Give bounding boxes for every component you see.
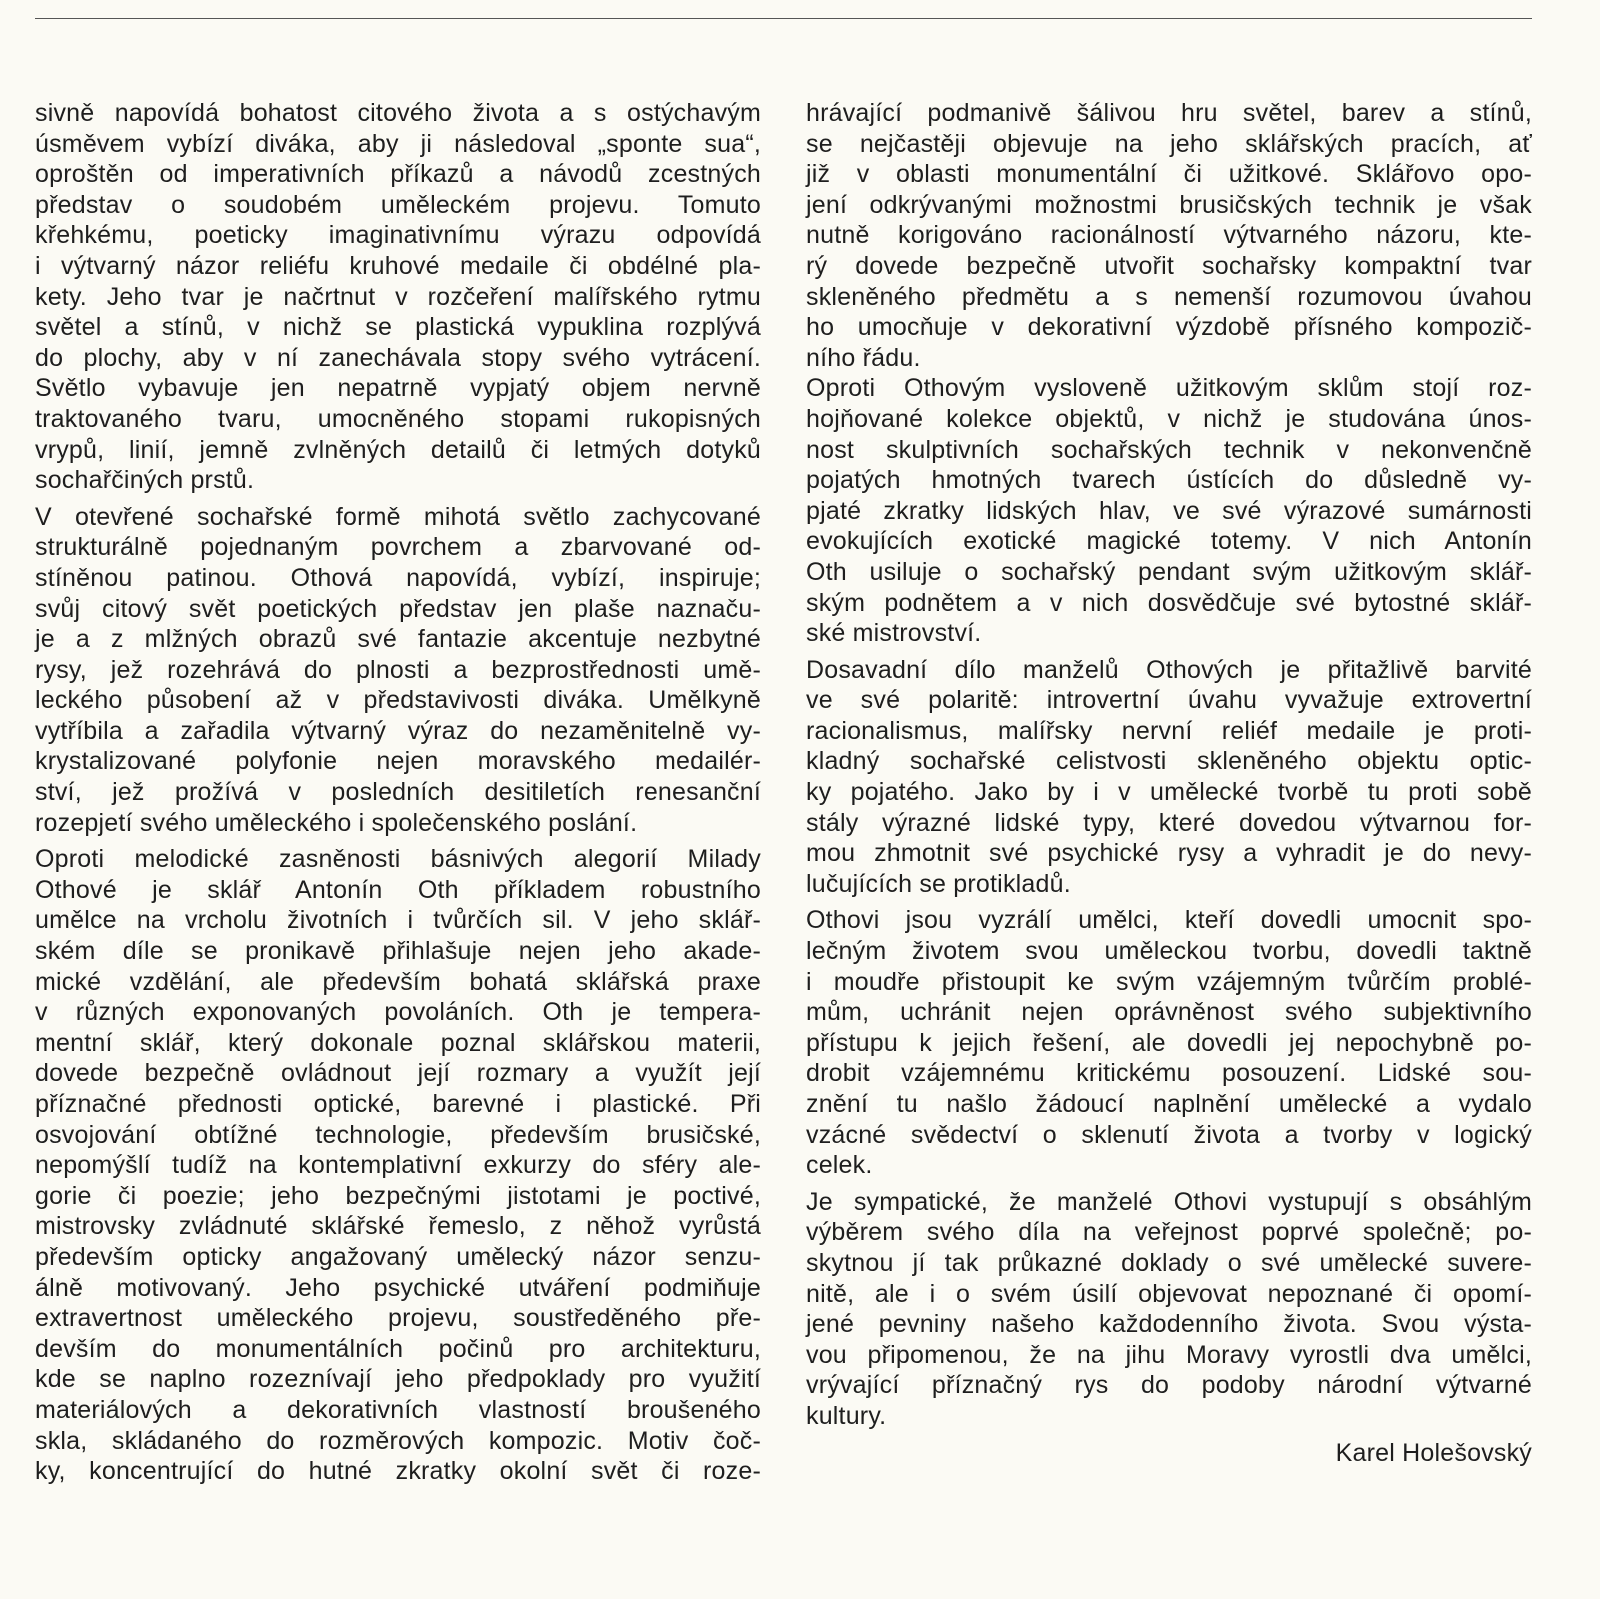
text-line: představ o soudobém uměleckém projevu. Tomuto <box>35 190 761 219</box>
text-line: umělce na vrcholu životních i tvůrčích sil. V jeho sklář- <box>35 906 761 935</box>
text-line: ským podnětem a v nich dosvědčuje své bytostné sklář- <box>806 588 1532 617</box>
text-line: Dosavadní dílo manželů Othových je přitažlivě barvité <box>806 655 1532 684</box>
paragraph <box>806 655 1532 900</box>
text-line: se nejčastěji objevuje na jeho sklářských pracích, ať <box>806 129 1532 158</box>
text-line: kde se naplno rozeznívají jeho předpoklady pro využití <box>35 1365 761 1394</box>
text-line: hrávající podmanivě šálivou hru světel, barev a stínů, <box>806 99 1532 127</box>
text-line: álně motivovaný. Jeho psychické utváření podmiňuje <box>35 1273 761 1302</box>
right-paragraphs <box>806 98 1532 1432</box>
paragraph <box>35 98 761 496</box>
text-line: skytnou jí tak průkazné doklady o své umělecké suvere- <box>806 1248 1532 1277</box>
text-line: stály výrazné lidské typy, které dovedou výtvarnou for- <box>806 808 1532 837</box>
text-line: mou zhmotnit své psychické rysy a vyhradit je do nevy- <box>806 839 1532 868</box>
text-line: drobit vzájemnému kritickému posouzení. Lidské sou- <box>806 1059 1532 1088</box>
text-line: vytříbila a zařadila výtvarný výraz do nezaměnitelně vy- <box>35 716 761 745</box>
text-line: nutně korigováno racionálností výtvarného názoru, kte- <box>806 221 1532 250</box>
text-line: mům, uchránit nejen oprávněnost svého subjektivního <box>806 998 1532 1027</box>
text-line: Oproti melodické zasněnosti básnivých alegorií Milady <box>35 845 761 874</box>
text-line: Othové je sklář Antonín Oth příkladem robustního <box>35 875 761 904</box>
text-line: stíněnou patinou. Othová napovídá, vybízí, inspiruje; <box>35 563 761 592</box>
text-line: celek. <box>806 1151 873 1180</box>
text-line: úsměvem vybízí diváka, aby ji následoval „sponte sua“, <box>35 129 761 158</box>
text-line: lečným životem svou uměleckou tvorbu, dovedli taktně <box>806 937 1532 966</box>
text-line: racionalismus, malířsky nervní reliéf medaile je proti- <box>806 716 1532 745</box>
text-line: Světlo vybavuje jen nepatrně vypjatý objem nervně <box>35 374 761 403</box>
text-line: kety. Jeho tvar je načrtnut v rozčeření malířského rytmu <box>35 282 761 311</box>
text-line: sochařčiných prstů. <box>35 466 255 495</box>
text-line: krystalizované polyfonie nejen moravského medailér- <box>35 747 761 776</box>
top-rule <box>35 18 1532 19</box>
text-line: rysy, jež rozehrává do plnosti a bezprostřednosti umě- <box>35 655 761 684</box>
text-line: lučujících se protikladů. <box>806 869 1071 898</box>
paragraph <box>806 905 1532 1180</box>
text-line: oproštěn od imperativních příkazů a návodů zcestných <box>35 160 761 189</box>
text-line: jení odkrývanými možnostmi brusičských technik je však <box>806 190 1532 219</box>
text-line: již v oblasti monumentální či užitkové. Sklářovo opo- <box>806 160 1532 189</box>
text-line: i moudře přistoupit ke svým vzájemným tvůrčím problé- <box>806 967 1532 996</box>
paragraph <box>806 98 1532 373</box>
author-signature: Karel Holešovský <box>1335 1438 1532 1467</box>
text-line: mické vzdělání, ale především bohatá sklářská praxe <box>35 967 761 996</box>
text-line: vrypů, linií, jemně zvlněných detailů či letmých dotyků <box>35 435 761 464</box>
text-line: leckého působení až v představivosti diváka. Umělkyně <box>35 686 761 715</box>
text-line: kultury. <box>806 1401 887 1430</box>
text-line: nepomýšlí tudíž na kontemplativní exkurzy do sféry ale- <box>35 1151 761 1180</box>
text-line: jené pevniny našeho každodenního života. Svou výsta- <box>806 1310 1532 1339</box>
text-line: ve své polaritě: introvertní úvahu vyvažuje extrovertní <box>806 686 1532 715</box>
text-line: osvojování obtížné technologie, především brusičské, <box>35 1120 761 1149</box>
text-line: ském díle se pronikavě přihlašuje nejen jeho akade- <box>35 937 761 966</box>
text-line: i výtvarný názor reliéfu kruhové medaile či obdélné pla- <box>35 251 761 280</box>
text-line: extravertnost uměleckého projevu, soustředěného pře- <box>35 1304 761 1333</box>
paragraph <box>35 844 761 1486</box>
text-line: svůj citový svět poetických představ jen plaše naznaču- <box>35 594 761 623</box>
text-line: nitě, ale i o svém úsilí objevovat nepoznané či opomí- <box>806 1279 1532 1308</box>
text-line: skleněného předmětu a s nemenší rozumovou úvahou <box>806 282 1532 311</box>
text-line: kladný sochařské celistvosti skleněného objektu optic- <box>806 747 1532 776</box>
text-line: vrývající příznačný rys do podoby národní výtvarné <box>806 1371 1532 1400</box>
text-line: vou připomenou, že na jihu Moravy vyrostli dva umělci, <box>806 1340 1532 1369</box>
left-column <box>35 98 761 1493</box>
text-line: ky pojatého. Jako by i v umělecké tvorbě tu proti sobě <box>806 778 1532 807</box>
text-line: sivně napovídá bohatost citového života a s ostýchavým <box>35 99 761 127</box>
text-line: nost skulptivních sochařských technik v nekonvenčně <box>806 435 1532 464</box>
text-line: vzácné svědectví o sklenutí života a tvorby v logický <box>806 1120 1532 1149</box>
text-line: pojatých hmotných tvarech ústících do důsledně vy- <box>806 466 1532 495</box>
paragraph <box>806 1187 1532 1432</box>
text-line: do plochy, aby v ní zanechávala stopy svého vytrácení. <box>35 343 761 372</box>
text-line: materiálových a dekorativních vlastností broušeného <box>35 1395 761 1424</box>
text-line: skla, skládaného do rozměrových kompozic. Motiv čoč- <box>35 1426 761 1455</box>
text-line: ho umocňuje v dekorativní výzdobě přísného kompozič- <box>806 313 1532 342</box>
text-line: Othovi jsou vyzrálí umělci, kteří dovedli umocnit spo- <box>806 906 1532 935</box>
text-line: strukturálně pojednaným povrchem a zbarvované od- <box>35 533 761 562</box>
text-line: mistrovsky zvládnuté sklářské řemeslo, z něhož vyrůstá <box>35 1212 761 1241</box>
text-line: Je sympatické, že manželé Othovi vystupují s obsáhlým <box>806 1187 1532 1216</box>
text-line: devším do monumentálních počinů pro architekturu, <box>35 1334 761 1363</box>
text-line: ního řádu. <box>806 343 921 372</box>
text-line: traktovaného tvaru, umocněného stopami rukopisných <box>35 404 761 433</box>
text-line: Oth usiluje o sochařský pendant svým užitkovým sklář- <box>806 557 1532 586</box>
right-column <box>806 98 1532 1468</box>
text-line: příznačné přednosti optické, barevné i plastické. Při <box>35 1090 761 1118</box>
text-line: znění tu našlo žádoucí naplnění umělecké a vydalo <box>806 1090 1532 1118</box>
text-line: hojňované kolekce objektů, v nichž je studována únos- <box>806 404 1532 433</box>
text-line: světel a stínů, v nichž se plastická vypuklina rozplývá <box>35 313 761 342</box>
text-line: mentní sklář, který dokonale poznal sklářskou materii, <box>35 1028 761 1057</box>
text-line: výběrem svého díla na veřejnost poprvé společně; po- <box>806 1218 1532 1247</box>
text-line: ky, koncentrující do hutné zkratky okolní svět či roze- <box>35 1457 761 1486</box>
paragraph <box>35 502 761 839</box>
text-line: V otevřené sochařské formě mihotá světlo zachycované <box>35 502 761 531</box>
text-line: gorie či poezie; jeho bezpečnými jistotami je poctivé, <box>35 1181 761 1210</box>
text-line: je a z mlžných obrazů své fantazie akcentuje nezbytné <box>35 625 761 654</box>
text-line: v různých exponovaných povoláních. Oth je tempera- <box>35 998 761 1027</box>
text-line: dovede bezpečně ovládnout její rozmary a využít její <box>35 1059 761 1088</box>
text-line: rý dovede bezpečně utvořit sochařsky kompaktní tvar <box>806 251 1532 280</box>
text-line: evokujících exotické magické totemy. V nich Antonín <box>806 527 1532 556</box>
paragraph <box>806 373 1532 648</box>
text-line: ské mistrovství. <box>806 619 982 648</box>
text-line: přístupu k jejich řešení, ale dovedli jej nepochybně po- <box>806 1028 1532 1057</box>
text-line: především opticky angažovaný umělecký názor senzu- <box>35 1242 761 1271</box>
text-line: ství, jež prožívá v posledních desitiletích renesanční <box>35 778 761 807</box>
text-line: rozepjetí svého uměleckého i společenského poslání. <box>35 808 638 837</box>
text-line: křehkému, poeticky imaginativnímu výrazu odpovídá <box>35 221 761 250</box>
text-line: Oproti Othovým vysloveně užitkovým sklům stojí roz- <box>806 374 1532 403</box>
text-line: pjaté zkratky lidských hlav, ve své výrazové sumárnosti <box>806 496 1532 525</box>
